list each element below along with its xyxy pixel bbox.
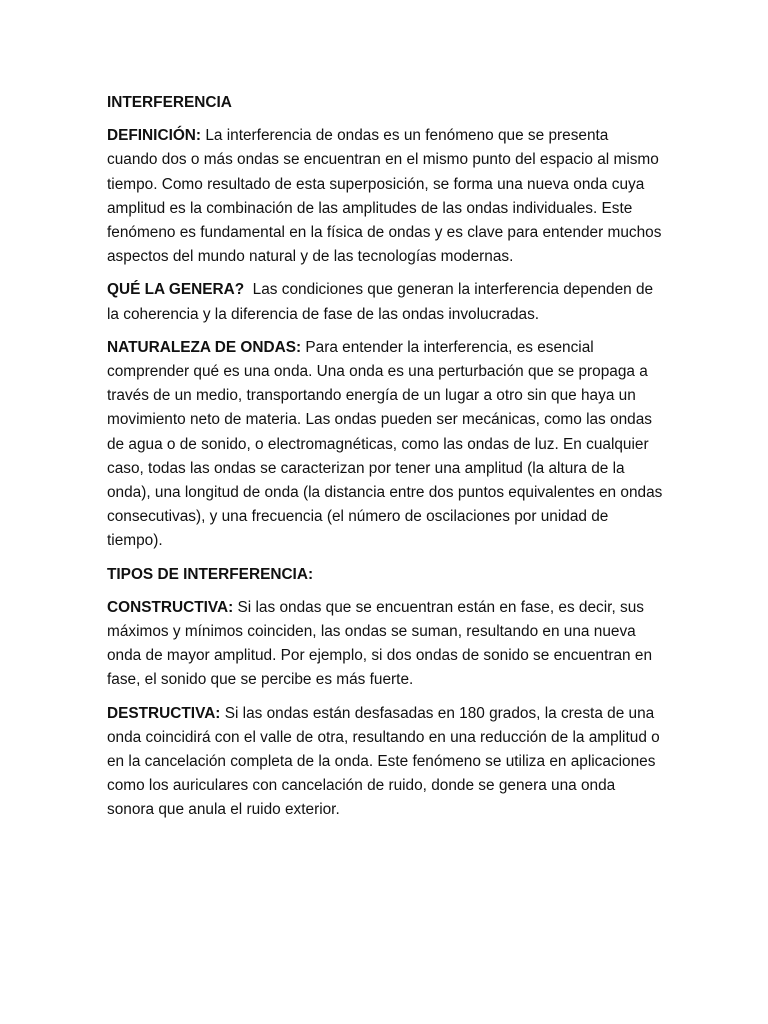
que-la-genera-text: Las condiciones que generan la interferencia dependen de la coherencia y la diferencia de fase de las ondas involucradas. <box>107 281 658 323</box>
que-la-genera-label: QUÉ LA GENERA? <box>107 281 245 299</box>
destructiva-text: Si las ondas están desfasadas en 180 grados, la cresta de una onda coincidirá con el valle de otra, resultando en una reducción de la amplitud o en la cancelación completa de la onda. Este fenómeno se utiliza en aplicaciones como los auriculares con cancelación de ruido, donde se genera una onda sonora que anula el ruido exterior. <box>107 704 660 819</box>
naturaleza-text: Para entender la interferencia, es esencial comprender qué es una onda. Una onda es una perturbación que se propaga a través de un medio, transportando energía de un lugar a otro sin que haya un movimiento neto de materia. Las ondas pueden ser mecánicas, como las ondas de agua o de sonido, o electromagnéticas, como las ondas de luz. En cualquier caso, todas las ondas se caracterizan por tener una amplitud (la altura de la onda), una longitud de onda (la distancia entre dos puntos equivalentes en ondas consecutivas), y una frecuencia (el número de oscilaciones por unidad de tiempo). <box>107 338 663 550</box>
definicion-text: La interferencia de ondas es un fenómeno que se presenta cuando dos o más ondas se encuentran en el mismo punto del espacio al mismo tiempo. Como resultado de esta superposición, se forma una nueva onda cuya amplitud es la combinación de las amplitudes de las ondas individuales. Este fenómeno es fundamental en la física de ondas y es clave para entender muchos aspectos del mundo natural y de las tecnologías modernas. <box>107 127 662 266</box>
constructiva-label: CONSTRUCTIVA: <box>107 598 234 616</box>
document-title: INTERFERENCIA <box>107 94 232 111</box>
naturaleza-label: NATURALEZA DE ONDAS: <box>107 338 302 356</box>
document-body <box>107 91 663 832</box>
naturaleza-paragraph <box>107 336 663 554</box>
definicion-paragraph <box>107 124 663 269</box>
destructiva-paragraph <box>107 702 663 823</box>
constructiva-text: Si las ondas que se encuentran están en fase, es decir, sus máximos y mínimos coinciden, las ondas se suman, resultando en una nueva onda de mayor amplitud. Por ejemplo, si dos ondas de sonido se encuentran en fase, el sonido que se percibe es más fuerte. <box>107 598 652 689</box>
que-la-genera-paragraph <box>107 278 663 326</box>
destructiva-label: DESTRUCTIVA: <box>107 704 221 722</box>
tipos-heading: TIPOS DE INTERFERENCIA: <box>107 565 314 583</box>
definicion-label: DEFINICIÓN: <box>107 127 202 145</box>
constructiva-paragraph <box>107 596 663 693</box>
